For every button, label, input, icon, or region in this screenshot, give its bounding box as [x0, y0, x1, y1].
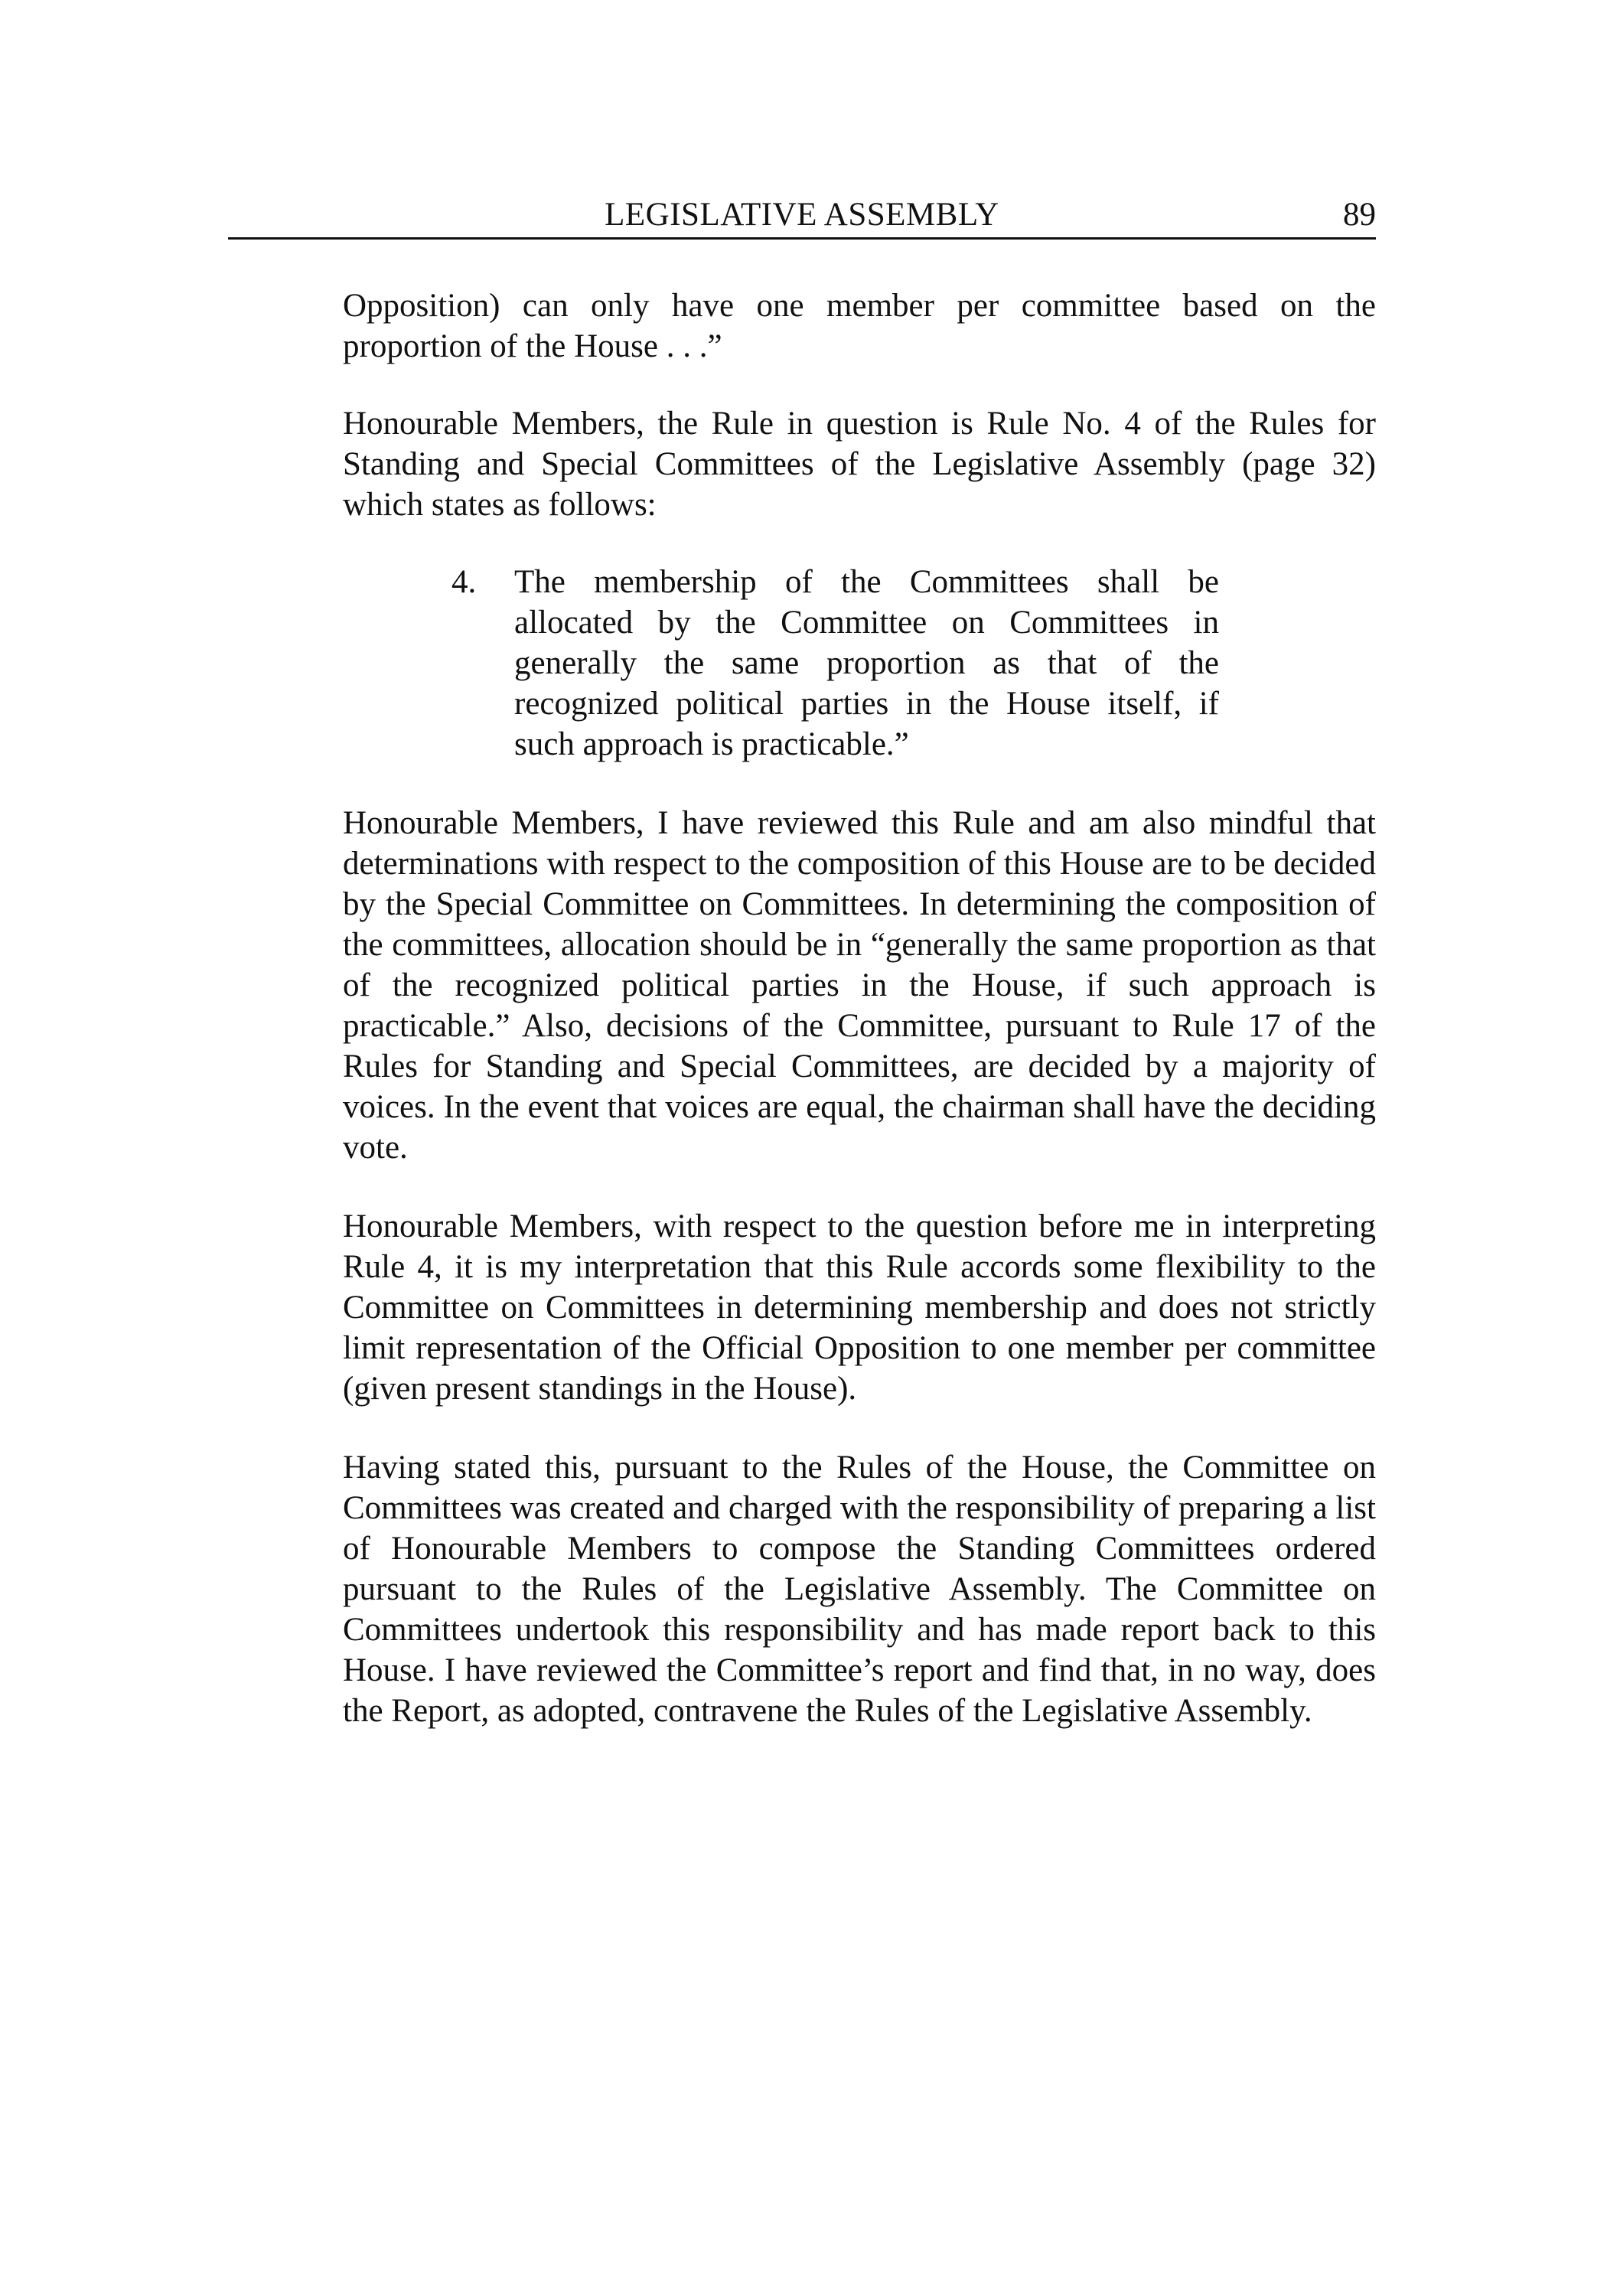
paragraph: Honourable Members, the Rule in question is Rule No. 4 of the Rules for Standing and Special Committees of the Legislative Assembly (page 32) which states as follows:	[343, 406, 1376, 523]
paragraph: Honourable Members, with respect to the question before me in interpreting Rule 4, it is my interpretation that this Rule accords some flexibility to the Committee on Committees in determining membership and does not strictly limit representation of the Official Opposition to one member per committee (given present standings in the House).	[343, 1208, 1376, 1407]
rule-text: The membership of the Committees shall be allocated by the Committee on Committees in generally the same proportion as that of the recognized political parties in the House itself, if such approach is practicable.”	[514, 564, 1219, 762]
paragraph: Opposition) can only have one member per committee based on the proportion of the House . . .”	[343, 288, 1376, 364]
page-header	[228, 196, 1376, 240]
running-head: LEGISLATIVE ASSEMBLY	[605, 197, 999, 233]
paragraph: Having stated this, pursuant to the Rules of the House, the Committee on Committees was created and charged with the responsibility of preparing a list of Honourable Members to compose the Standing Committees ordered pursuant to the Rules of the Legislative Assembly. The Committee on Committees undertook this responsibility and has made report back to this House. I have reviewed the Committee’s report and find that, in no way, does the Report, as adopted, contravene the Rules of the Legislative Assembly.	[343, 1450, 1376, 1729]
body-text	[343, 285, 1376, 1731]
rule-number: 4.	[451, 564, 477, 600]
paragraph: Honourable Members, I have reviewed this Rule and am also mindful that determinations with respect to the composition of this House are to be decided by the Special Committee on Committees. In determining the composition of the committees, allocation should be in “generally the same proportion as that of the recognized political parties in the House, if such approach is practicable.” Also, decisions of the Committee, pursuant to Rule 17 of the Rules for Standing and Special Committees, are decided by a majority of voices. In the event that voices are equal, the chairman shall have the deciding vote.	[343, 805, 1376, 1166]
quoted-rule	[451, 562, 1219, 765]
page-number: 89	[1343, 197, 1376, 233]
